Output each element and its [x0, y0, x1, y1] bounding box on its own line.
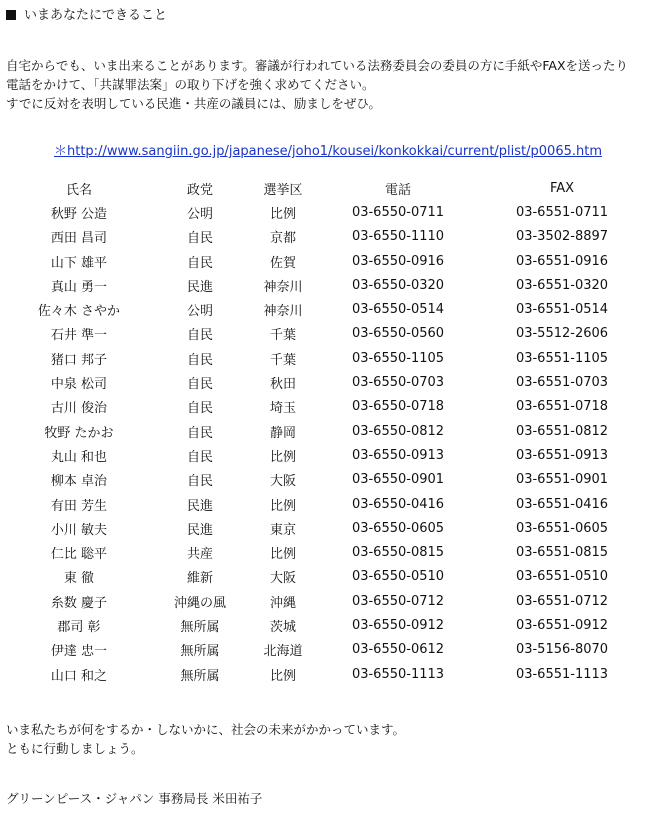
- cell-tel: 03-6550-0703: [351, 375, 445, 391]
- cell-name: 山下 雄平: [50, 255, 108, 271]
- cell-tel: 03-6550-1110: [351, 229, 445, 245]
- cell-party: 自民: [186, 352, 213, 368]
- cell-fax: 03-6551-0812: [515, 423, 609, 439]
- cell-fax: 03-6551-0718: [515, 399, 609, 415]
- cell-tel: 03-6550-0416: [351, 496, 445, 512]
- table-row: [6, 419, 646, 443]
- table-row: [6, 297, 646, 321]
- table-row: [6, 322, 646, 346]
- cell-district: 沖縄: [269, 595, 296, 611]
- table-row: [6, 589, 646, 613]
- cell-party: 自民: [186, 474, 213, 490]
- cell-fax: 03-6551-0510: [515, 569, 609, 585]
- cell-name: 有田 芳生: [50, 498, 108, 514]
- cell-district: 比例: [269, 206, 296, 222]
- cell-tel: 03-6550-0913: [351, 447, 445, 463]
- table-row: [6, 565, 646, 589]
- cell-party: 共産: [186, 547, 213, 563]
- cell-party: 公明: [186, 206, 213, 222]
- cell-tel: 03-6550-0612: [351, 642, 445, 658]
- cell-district: 大阪: [269, 474, 296, 490]
- cell-district: 埼玉: [269, 401, 296, 417]
- header-party: 政党: [186, 182, 213, 198]
- table-row: [6, 395, 646, 419]
- closing-paragraph: [6, 720, 405, 758]
- cell-fax: 03-6551-0916: [515, 253, 609, 269]
- cell-fax: 03-6551-0901: [515, 472, 609, 488]
- cell-name: 柳本 卓治: [50, 474, 108, 490]
- cell-name: 糸数 慶子: [50, 595, 108, 611]
- cell-party: 無所属: [180, 668, 220, 684]
- cell-name: 丸山 和也: [50, 449, 108, 465]
- cell-tel: 03-6550-0514: [351, 302, 445, 318]
- closing-line: ともに行動しましょう。: [6, 741, 144, 756]
- cell-party: 自民: [186, 377, 213, 393]
- cell-fax: 03-6551-0913: [515, 447, 609, 463]
- cell-district: 静岡: [269, 425, 296, 441]
- cell-tel: 03-6550-0901: [351, 472, 445, 488]
- cell-party: 自民: [186, 401, 213, 417]
- table-row: [6, 638, 646, 662]
- intro-line: すでに反対を表明している民進・共産の議員には、励ましをぜひ。: [6, 96, 381, 111]
- table-row: [6, 468, 646, 492]
- cell-tel: 03-6550-0320: [351, 277, 445, 293]
- cell-party: 民進: [186, 522, 213, 538]
- table-row: [6, 516, 646, 540]
- table-header-row: [6, 176, 646, 200]
- cell-tel: 03-6550-0916: [351, 253, 445, 269]
- table-row: [6, 249, 646, 273]
- cell-tel: 03-6550-0718: [351, 399, 445, 415]
- cell-name: 猪口 邦子: [50, 352, 108, 368]
- cell-name: 伊達 忠一: [50, 644, 108, 660]
- cell-tel: 03-6550-0912: [351, 617, 445, 633]
- cell-fax: 03-6551-0703: [515, 375, 609, 391]
- committee-members-table: [6, 176, 646, 686]
- cell-fax: 03-5512-2606: [515, 326, 609, 342]
- table-row: [6, 443, 646, 467]
- table-row: [6, 613, 646, 637]
- cell-district: 比例: [269, 449, 296, 465]
- cell-fax: 03-5156-8070: [515, 642, 609, 658]
- table-row: [6, 200, 646, 224]
- cell-name: 真山 勇一: [50, 279, 108, 295]
- cell-tel: 03-6550-0815: [351, 545, 445, 561]
- cell-fax: 03-6551-0605: [515, 520, 609, 536]
- cell-district: 神奈川: [263, 279, 303, 295]
- cell-fax: 03-3502-8897: [515, 229, 609, 245]
- heading-title: いまあなたにできること: [24, 8, 168, 23]
- cell-district: 北海道: [263, 644, 303, 660]
- cell-tel: 03-6550-0560: [351, 326, 445, 342]
- cell-tel: 03-6550-1105: [351, 350, 445, 366]
- cell-fax: 03-6551-0815: [515, 545, 609, 561]
- cell-district: 東京: [269, 522, 296, 538]
- table-row: [6, 273, 646, 297]
- member-list-link-container: [0, 142, 656, 162]
- cell-party: 自民: [186, 255, 213, 271]
- cell-name: 古川 俊治: [50, 401, 108, 417]
- cell-party: 民進: [186, 279, 213, 295]
- cell-district: 比例: [269, 547, 296, 563]
- member-list-link[interactable]: ＊http://www.sangiin.go.jp/japanese/joho1/kousei/konkokkai/current/plist/p0065.htm: [54, 144, 602, 159]
- cell-name: 佐々木 さやか: [37, 304, 121, 320]
- cell-name: 秋野 公造: [50, 206, 108, 222]
- cell-party: 民進: [186, 498, 213, 514]
- table-row: [6, 662, 646, 686]
- header-district: 選挙区: [263, 182, 303, 198]
- cell-fax: 03-6551-0712: [515, 593, 609, 609]
- cell-district: 千葉: [269, 328, 296, 344]
- cell-name: 西田 昌司: [50, 231, 108, 247]
- cell-tel: 03-6550-0812: [351, 423, 445, 439]
- intro-line: 電話をかけて、「共謀罪法案」の取り下げを強く求めてください。: [6, 77, 375, 92]
- signature: グリーンピース・ジャパン 事務局長 米田祐子: [6, 791, 263, 806]
- cell-district: 大阪: [269, 571, 296, 587]
- table-row: [6, 346, 646, 370]
- cell-fax: 03-6551-0912: [515, 617, 609, 633]
- cell-party: 維新: [186, 571, 213, 587]
- cell-tel: 03-6550-0510: [351, 569, 445, 585]
- cell-tel: 03-6550-0605: [351, 520, 445, 536]
- table-row: [6, 540, 646, 564]
- header-tel: 電話: [384, 182, 411, 198]
- cell-party: 無所属: [180, 644, 220, 660]
- cell-name: 小川 敏夫: [50, 522, 108, 538]
- cell-name: 牧野 たかお: [44, 425, 114, 441]
- cell-tel: 03-6550-0711: [351, 204, 445, 220]
- cell-district: 比例: [269, 498, 296, 514]
- cell-name: 石井 準一: [50, 328, 108, 344]
- header-fax: FAX: [549, 180, 575, 196]
- cell-fax: 03-6551-0711: [515, 204, 609, 220]
- cell-district: 茨城: [269, 619, 296, 635]
- cell-party: 自民: [186, 425, 213, 441]
- header-name: 氏名: [65, 182, 92, 198]
- section-heading: [6, 6, 167, 26]
- cell-fax: 03-6551-1113: [515, 666, 609, 682]
- intro-paragraph: [6, 56, 650, 113]
- intro-line: 自宅からでも、いま出来ることがあります。審議が行われている法務委員会の委員の方に手紙やFAXを送ったり: [6, 58, 629, 73]
- cell-district: 秋田: [269, 377, 296, 393]
- closing-line: いま私たちが何をするか・しないかに、社会の未来がかかっています。: [6, 722, 406, 737]
- cell-fax: 03-6551-0514: [515, 302, 609, 318]
- cell-party: 公明: [186, 304, 213, 320]
- cell-tel: 03-6550-0712: [351, 593, 445, 609]
- cell-name: 仁比 聡平: [50, 547, 108, 563]
- cell-party: 無所属: [180, 619, 220, 635]
- cell-party: 自民: [186, 328, 213, 344]
- table-row: [6, 370, 646, 394]
- cell-name: 東 徹: [63, 571, 95, 587]
- cell-fax: 03-6551-1105: [515, 350, 609, 366]
- cell-fax: 03-6551-0416: [515, 496, 609, 512]
- cell-district: 京都: [269, 231, 296, 247]
- cell-tel: 03-6550-1113: [351, 666, 445, 682]
- cell-district: 比例: [269, 668, 296, 684]
- cell-district: 佐賀: [269, 255, 296, 271]
- cell-fax: 03-6551-0320: [515, 277, 609, 293]
- cell-district: 千葉: [269, 352, 296, 368]
- cell-name: 山口 和之: [50, 668, 108, 684]
- cell-party: 沖縄の風: [173, 595, 226, 611]
- cell-name: 中泉 松司: [50, 377, 108, 393]
- table-row: [6, 492, 646, 516]
- table-row: [6, 225, 646, 249]
- cell-party: 自民: [186, 449, 213, 465]
- cell-party: 自民: [186, 231, 213, 247]
- black-square-icon: [6, 10, 16, 20]
- cell-name: 郡司 彰: [57, 619, 101, 635]
- cell-district: 神奈川: [263, 304, 303, 320]
